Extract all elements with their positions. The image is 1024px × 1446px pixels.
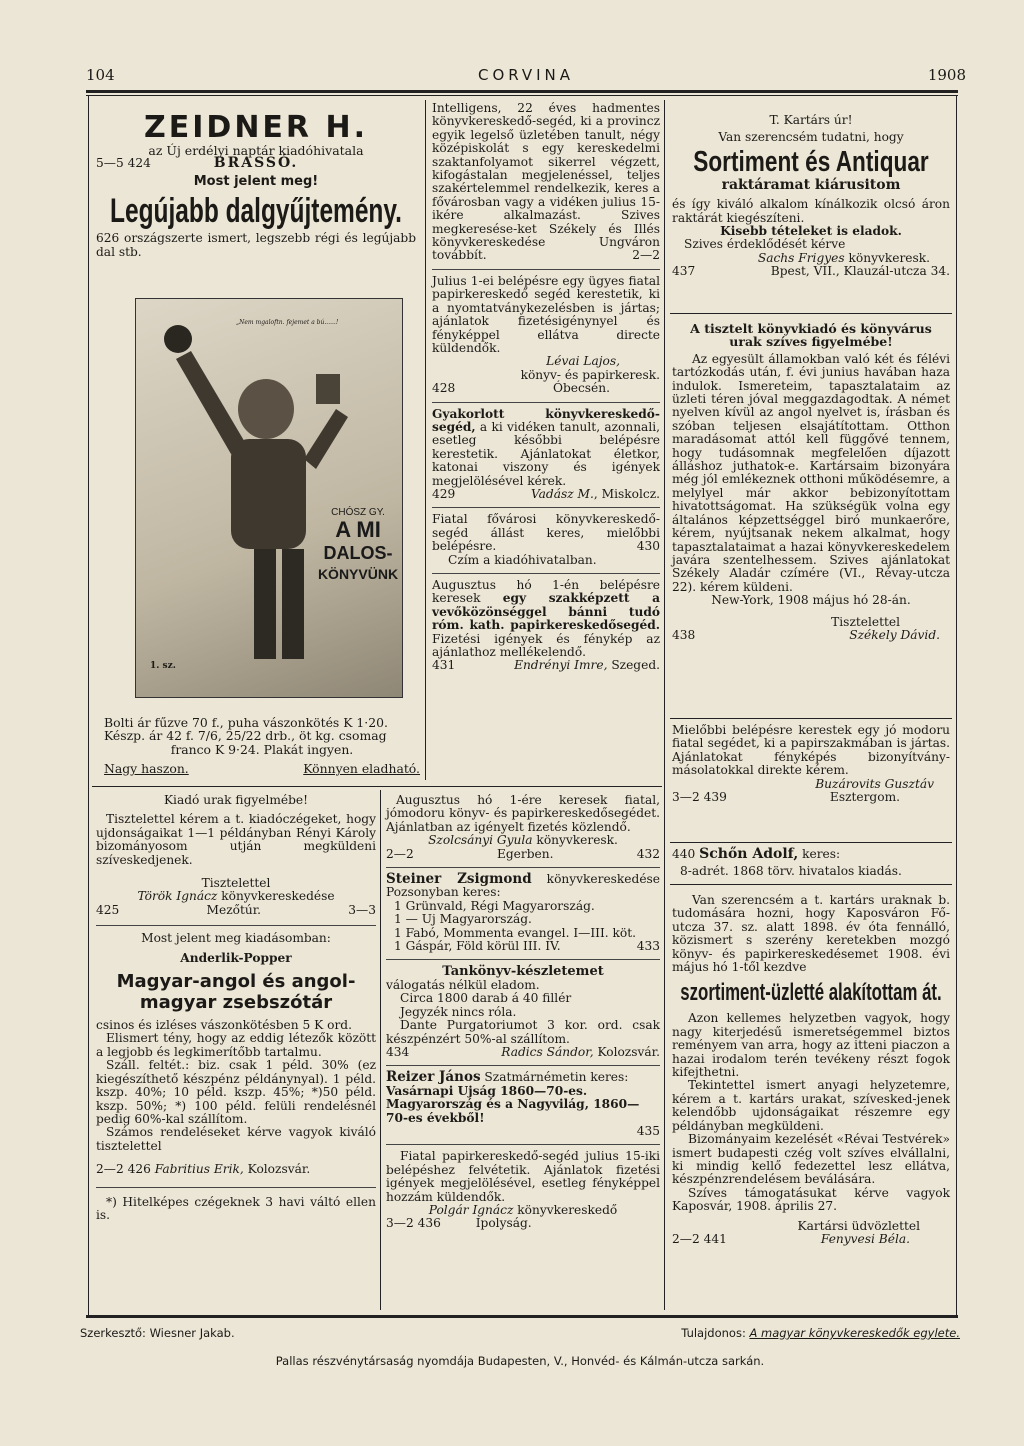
page-number: 104 [86, 66, 115, 84]
schon-title: 440 Schőn Adolf, keres: [672, 846, 841, 862]
fabritius-headline: Magyar-angol és angol-magyar zsebszótár [116, 971, 356, 1014]
tank-line-3: Jegyzék nincs róla. [400, 1004, 517, 1019]
steiner-item-1: 1 Grünvald, Régi Magyarország. [394, 898, 595, 913]
buzarovits-sign: Buzárovits Gusztáv [815, 776, 934, 791]
ill-title-1: A MI [335, 517, 381, 542]
ad-endrenyi: Augusztus hó 1-én belépésre keresek egy szakképzett a vevőközönséggel bánni tudó róm. kath. papirkereskedősegéd. Fizetési igények és fénykép az ajánlathoz mellékelendő. [432, 578, 660, 660]
sachs-text: és így kiváló alkalom kínálkozik olcsó áron raktárát kiegészíteni. [672, 197, 950, 225]
tank-line-4: Dante Purgatoriumot 3 kor. ord. csak készpénzért 50%-al szállítom. [386, 1018, 660, 1046]
reizer-l2: Magyarország és a Nagyvilág, 1860—70-es évekből! [386, 1097, 640, 1125]
sachs-line: Van szerencsém tudatni, hogy [718, 130, 904, 145]
sachs-sign: Sachs Frigyes könyvkeresk. [757, 250, 930, 265]
year: 1908 [927, 66, 966, 84]
dalgyujtemeny-illustration [135, 298, 403, 698]
ad-vadasz: Gyakorlott könyvkereskedő-segéd, a ki vidéken tanult, azonnali, esetleg későbbi belépésre kerestetik. Ajánlatokat életkor, katonai viszony és igények megjelölésével kérek. [432, 406, 660, 488]
col3-rule-4 [670, 884, 952, 885]
zeidner-desc: 626 országszerte ismert, legszebb régi és legújabb dal stb. [96, 231, 416, 259]
tank-line-2: Circa 1800 darab á 40 fillér [400, 991, 572, 1006]
buzarovits-row: 3—2 439 Esztergom. [672, 790, 900, 805]
ill-author: CHÓSZ GY. [331, 507, 385, 518]
top-rule [86, 90, 958, 93]
fabritius-p4: Számos rendeléseket kérve vagyok kiváló tisztelettel [96, 1125, 376, 1153]
songbook-cover [316, 507, 400, 697]
fabritius-p1: csinos és izléses vászonkötésben 5 K ord. [96, 1018, 352, 1033]
editor: Szerkesztő: Wiesner Jakab. [80, 1326, 235, 1340]
printer: Pallas részvénytársaság nyomdája Budapesten, V., Honvéd- és Kálmán-utcza sarkán. [275, 1354, 765, 1368]
tank-row: 434 Radics Sándor, Kolozsvár. [386, 1044, 660, 1059]
ill-title-2: DALOS- [323, 543, 393, 563]
ad-fiatal: Fiatal fővárosi könyvkereskedő-segéd állást keres, mielőbbi belépésre. 430 [432, 512, 660, 554]
price-line-2: Készp. ár 42 f. 7/6, 25/22 drb., öt kg. csomag [104, 728, 387, 744]
polgar-sign: Polgár Ignácz könyvkereskedő [428, 1202, 618, 1217]
steiner-title: Steiner Zsigmond könyvkereskedése Pozsonyban keres: [386, 871, 660, 900]
schon-line: 8-adrét. 1868 törv. hivatalos kiadás. [680, 864, 902, 879]
ad-hadmentes: Intelligens, 22 éves hadmentes könyvkereskedő-segéd, ki a provincz egyik legelső üzletében tanult, négy középiskolát s egy kereskedelmi szaktanfolyamot sikerrel végzett, kifogástalan megjelenéssel, teljes szakértelemmel rendelkezik, keres a fővárosban vagy a vidéken julius 15-ikére alkalmazást. Szives megkeresése-ket Székely és Illés könyvkereskedése Ungváron továbbít. 2—2 [432, 101, 660, 263]
levai-sign: Lévai Lajos, [546, 354, 620, 369]
steiner-item-4: 1 Gáspár, Föld körül III. IV. 433 [394, 939, 660, 954]
ill-vol: 1. sz. [150, 661, 176, 671]
fenyvesi-text4: Bizományaim kezelését «Révai Testvérek» ismert budapesti czég volt szíves elvállalni, ki mindig kellő fedezettel lesz ellátva, készpénzrendelésem beválására. [672, 1132, 950, 1187]
mid-rule [92, 786, 662, 787]
szekely-text: Az egyesült államokban való két és félévi tartózkodás után, f. évi junius havában haza indulok. Ismereteim, tapasztalataim az üzleti téren jóval meggazdagodtak. A német nyelven kívül az angol nyelvet is, írásban és szóban teljesen elsajátítottam. Otthon maradásomat attól kell függővé tennem, hogy tudásomnak megfelelően díjazott álláshoz juthatok-e. Kartársaim bizonyára még jól emlékeznek otthoni működésemre, a melylyel már akkor bebizonyítottam hivatottságomat. Ha szükségük volna egy általános képzettséggel biró munkaerőre, kérem, nyújtsanak nekem alkalmat, hogy tapasztalataimat a hazai könyvkereskedelem javára szentelhessem. Szives ajánlatokat Székely Aladár czímére (VI., Révay-utcza 22). kérem küldeni. [672, 351, 950, 594]
reizer-l1: Vasárnapi Ujság 1860—70-es. [386, 1083, 588, 1098]
fenyvesi-row: 2—2 441 Fenyvesi Béla. [672, 1231, 910, 1246]
torok-sign: Török Ignácz könyvkereskedése [137, 889, 335, 904]
sachs-ad [672, 114, 950, 279]
fenyvesi-headline: szortiment-üzletté alakítottam át. [680, 979, 942, 1007]
zeidner-city: BRASSÓ. [213, 155, 299, 172]
kiado-text: Tisztelettel kérem a t. kiadóczégeket, hogy ujdonságaikat 1—1 példányban Rényi Károly bizományosom utján megküldeni szíveskedjenek. [96, 812, 376, 867]
szekely-ad [672, 322, 950, 642]
sachs-headline: Sortiment és Antiquar [693, 145, 929, 178]
szolcsanyi-row: 2—2 Egerben. 432 [386, 846, 660, 861]
zeidner-headline: Legújabb dalgyűjtemény. [109, 192, 402, 231]
torok-closing: Tisztelettel [201, 876, 271, 891]
fabritius-p3: Száll. feltét.: biz. csak 1 péld. 30% (ez kiegészíthető készpénz példánynyal). 1 péld. kszp. 40%; 10 péld. kszp. 45%; *)50 péld. kszp. 50%; *) 100 péld. felüli rendelésnél pedig 60%-kal szállítom. [96, 1058, 376, 1126]
zeidner-prices [104, 716, 420, 776]
slogan-right: Könnyen eladható. [303, 761, 420, 777]
col3-rule-1 [670, 313, 952, 314]
zeidner-now: Most jelent meg! [193, 173, 319, 189]
levai-sign2: könyv- és papirkeresk. [520, 367, 660, 382]
tank-line-1: válogatás nélkül eladom. [386, 977, 540, 992]
sachs-line2: Szives érdeklődését kérve [684, 237, 846, 252]
reizer-title: Reizer János Szatmárnémetin keres: [386, 1069, 629, 1086]
kiado-title: Kiadó urak figyelmébe! [163, 793, 309, 807]
price-line-3: franco K 9·24. Plakát ingyen. [170, 741, 354, 757]
page-footer [80, 1326, 960, 1368]
col2-ads [432, 102, 660, 673]
fenyvesi-text1: Van szerencsém a t. kartárs uraknak b. tudomására hozni, hogy Kaposváron Fő-utcza 37. sz. alatt 1898. év óta fennálló, közismert s szerény keretekben mozgó könyv- és papirkereskedésemet 1908. évi május hó 1-től kezdve [672, 893, 950, 975]
endrenyi-row: 431 Endrényi Imre, Szeged. [432, 658, 660, 673]
schon-ad [672, 848, 950, 879]
szekely-closing: Tisztelettel [831, 614, 900, 629]
szolcsanyi-sign: Szolcsányi Gyula könyvkeresk. [428, 833, 618, 848]
fiatal-sub: Czím a kiadóhivatalban. [448, 552, 597, 567]
col3-rule-2 [670, 718, 952, 719]
bottom-rule [86, 1315, 958, 1318]
fabritius-author: Anderlik-Popper [180, 950, 292, 965]
ad-levai: Julius 1-ei belépésre egy ügyes fiatal papirkereskedő segéd kerestetik, ki a nyomtatványkezelésben is jártas; ajánlatok fizetésigénynyel és fényképpel ellátva directe küldendők. [432, 273, 660, 355]
col1-lower [96, 794, 376, 1222]
page-header [86, 66, 966, 88]
journal-title: CORVINA [477, 66, 575, 84]
zeidner-line1: az Új erdélyi naptár kiadóhivatala [148, 143, 364, 158]
vadasz-row: 429 Vadász M., Miskolcz. [432, 486, 660, 501]
fenyvesi-closing: Kartársi üdvözlettel [797, 1218, 920, 1233]
owner: Tulajdonos: A magyar könyvkereskedők egylete. [681, 1326, 960, 1340]
steiner-item-2: 1 — Uj Magyarország. [394, 912, 532, 927]
polgar-text: Fiatal papirkereskedő-segéd julius 15-iki belépéshez felvétetik. Ajánlatok fizetési igények megjelölésével, esetleg fényképpel hozzám küldendők. [386, 1149, 660, 1204]
sachs-bold: Kisebb tételeket is eladok. [720, 224, 902, 239]
zeidner-ad [96, 112, 416, 259]
sachs-greet: T. Kartárs úr! [769, 113, 853, 127]
col-divider-1 [425, 100, 426, 780]
tank-title: Tankönyv-készletemet [442, 964, 604, 980]
buzarovits-text: Mielőbbi belépésre kerestek egy jó modoru fiatal segédet, ki a papirszakmában is jártas. Ajánlatokat fényképés bizonyítvány-másolatokkal direkte kérem. [672, 723, 950, 778]
slogan-left: Nagy haszon. [104, 761, 189, 777]
zeidner-name: ZEIDNER H. [144, 110, 368, 145]
sachs-row: 437 Bpest, VII., Klauzál-utcza 34. [672, 264, 950, 279]
fabritius-note: *) Hitelképes czégeknek 3 havi váltó ellen is. [96, 1194, 376, 1222]
fabritius-now: Most jelent meg kiadásomban: [141, 931, 331, 946]
szekely-date: New-York, 1908 május hó 28-án. [711, 593, 911, 608]
col2-lower [386, 794, 660, 1231]
top-rule-thin [86, 95, 958, 96]
levai-row: 428 Óbecsén. [432, 381, 610, 396]
col3-rule-3 [670, 842, 952, 843]
fenyvesi-text3: Tekintettel ismert anyagi helyzetemre, kérem a t. kartárs urakat, szívesked-jenek kelendőbb ujdonságaikat részemre egy példányban megküldeni. [672, 1078, 950, 1133]
fenyvesi-text2: Azon kellemes helyzetben vagyok, hogy nagy kiterjedésű ismeretségemmel biztos reményem van arra, hogy az itteni piaczon a hazai irodalom terén tevékeny részt fogok kifejthetni. [672, 1011, 950, 1080]
buzarovits-ad [672, 724, 950, 804]
left-frame [88, 95, 89, 1315]
right-frame [956, 95, 957, 1315]
reizer-num: 435 [636, 1123, 660, 1138]
polgar-row: 3—2 436 Ipolyság. [386, 1216, 532, 1231]
fenyvesi-text5: Szíves támogatásukat kérve vagyok Kaposvár, 1908. április 27. [672, 1185, 950, 1214]
zeidner-code: 5—5 424 [96, 156, 151, 171]
fabritius-p2: Elismert tény, hogy az eddig létezők között a legjobb és legkimerítőbb tartalmu. [96, 1031, 376, 1059]
fenyvesi-ad [672, 894, 950, 1246]
sachs-sub: raktáramat kiárusitom [721, 176, 901, 193]
szekely-row: 438 Székely Dávid. [672, 627, 940, 642]
price-line-1: Bolti ár fűzve 70 f., puha vászonkötés K 1·20. [104, 715, 388, 730]
fabritius-row: 2—2 426 Fabritius Erik, Kolozsvár. [96, 1162, 311, 1177]
szolcsanyi-text: Augusztus hó 1-ére keresek fiatal, jómodoru könyv- és papirkereskedősegédet. Ajánlatban az igényelt fizetés közlendő. [386, 793, 660, 834]
steiner-item-3: 1 Fabó, Mommenta evangel. I—III. köt. [394, 925, 636, 940]
col-divider-2 [664, 100, 665, 1310]
szekely-title: A tisztelt könyvkiadó és könyvárus urak szíves figyelmébe! [690, 321, 932, 350]
col-divider-1b [380, 790, 381, 1310]
ill-caption: „Nem mgaloftn. fejemet a bú......! [236, 319, 339, 326]
torok-row: 425 Mezőtúr. 3—3 [96, 902, 376, 917]
ill-title-3: KÖNYVÜNK [317, 566, 399, 582]
